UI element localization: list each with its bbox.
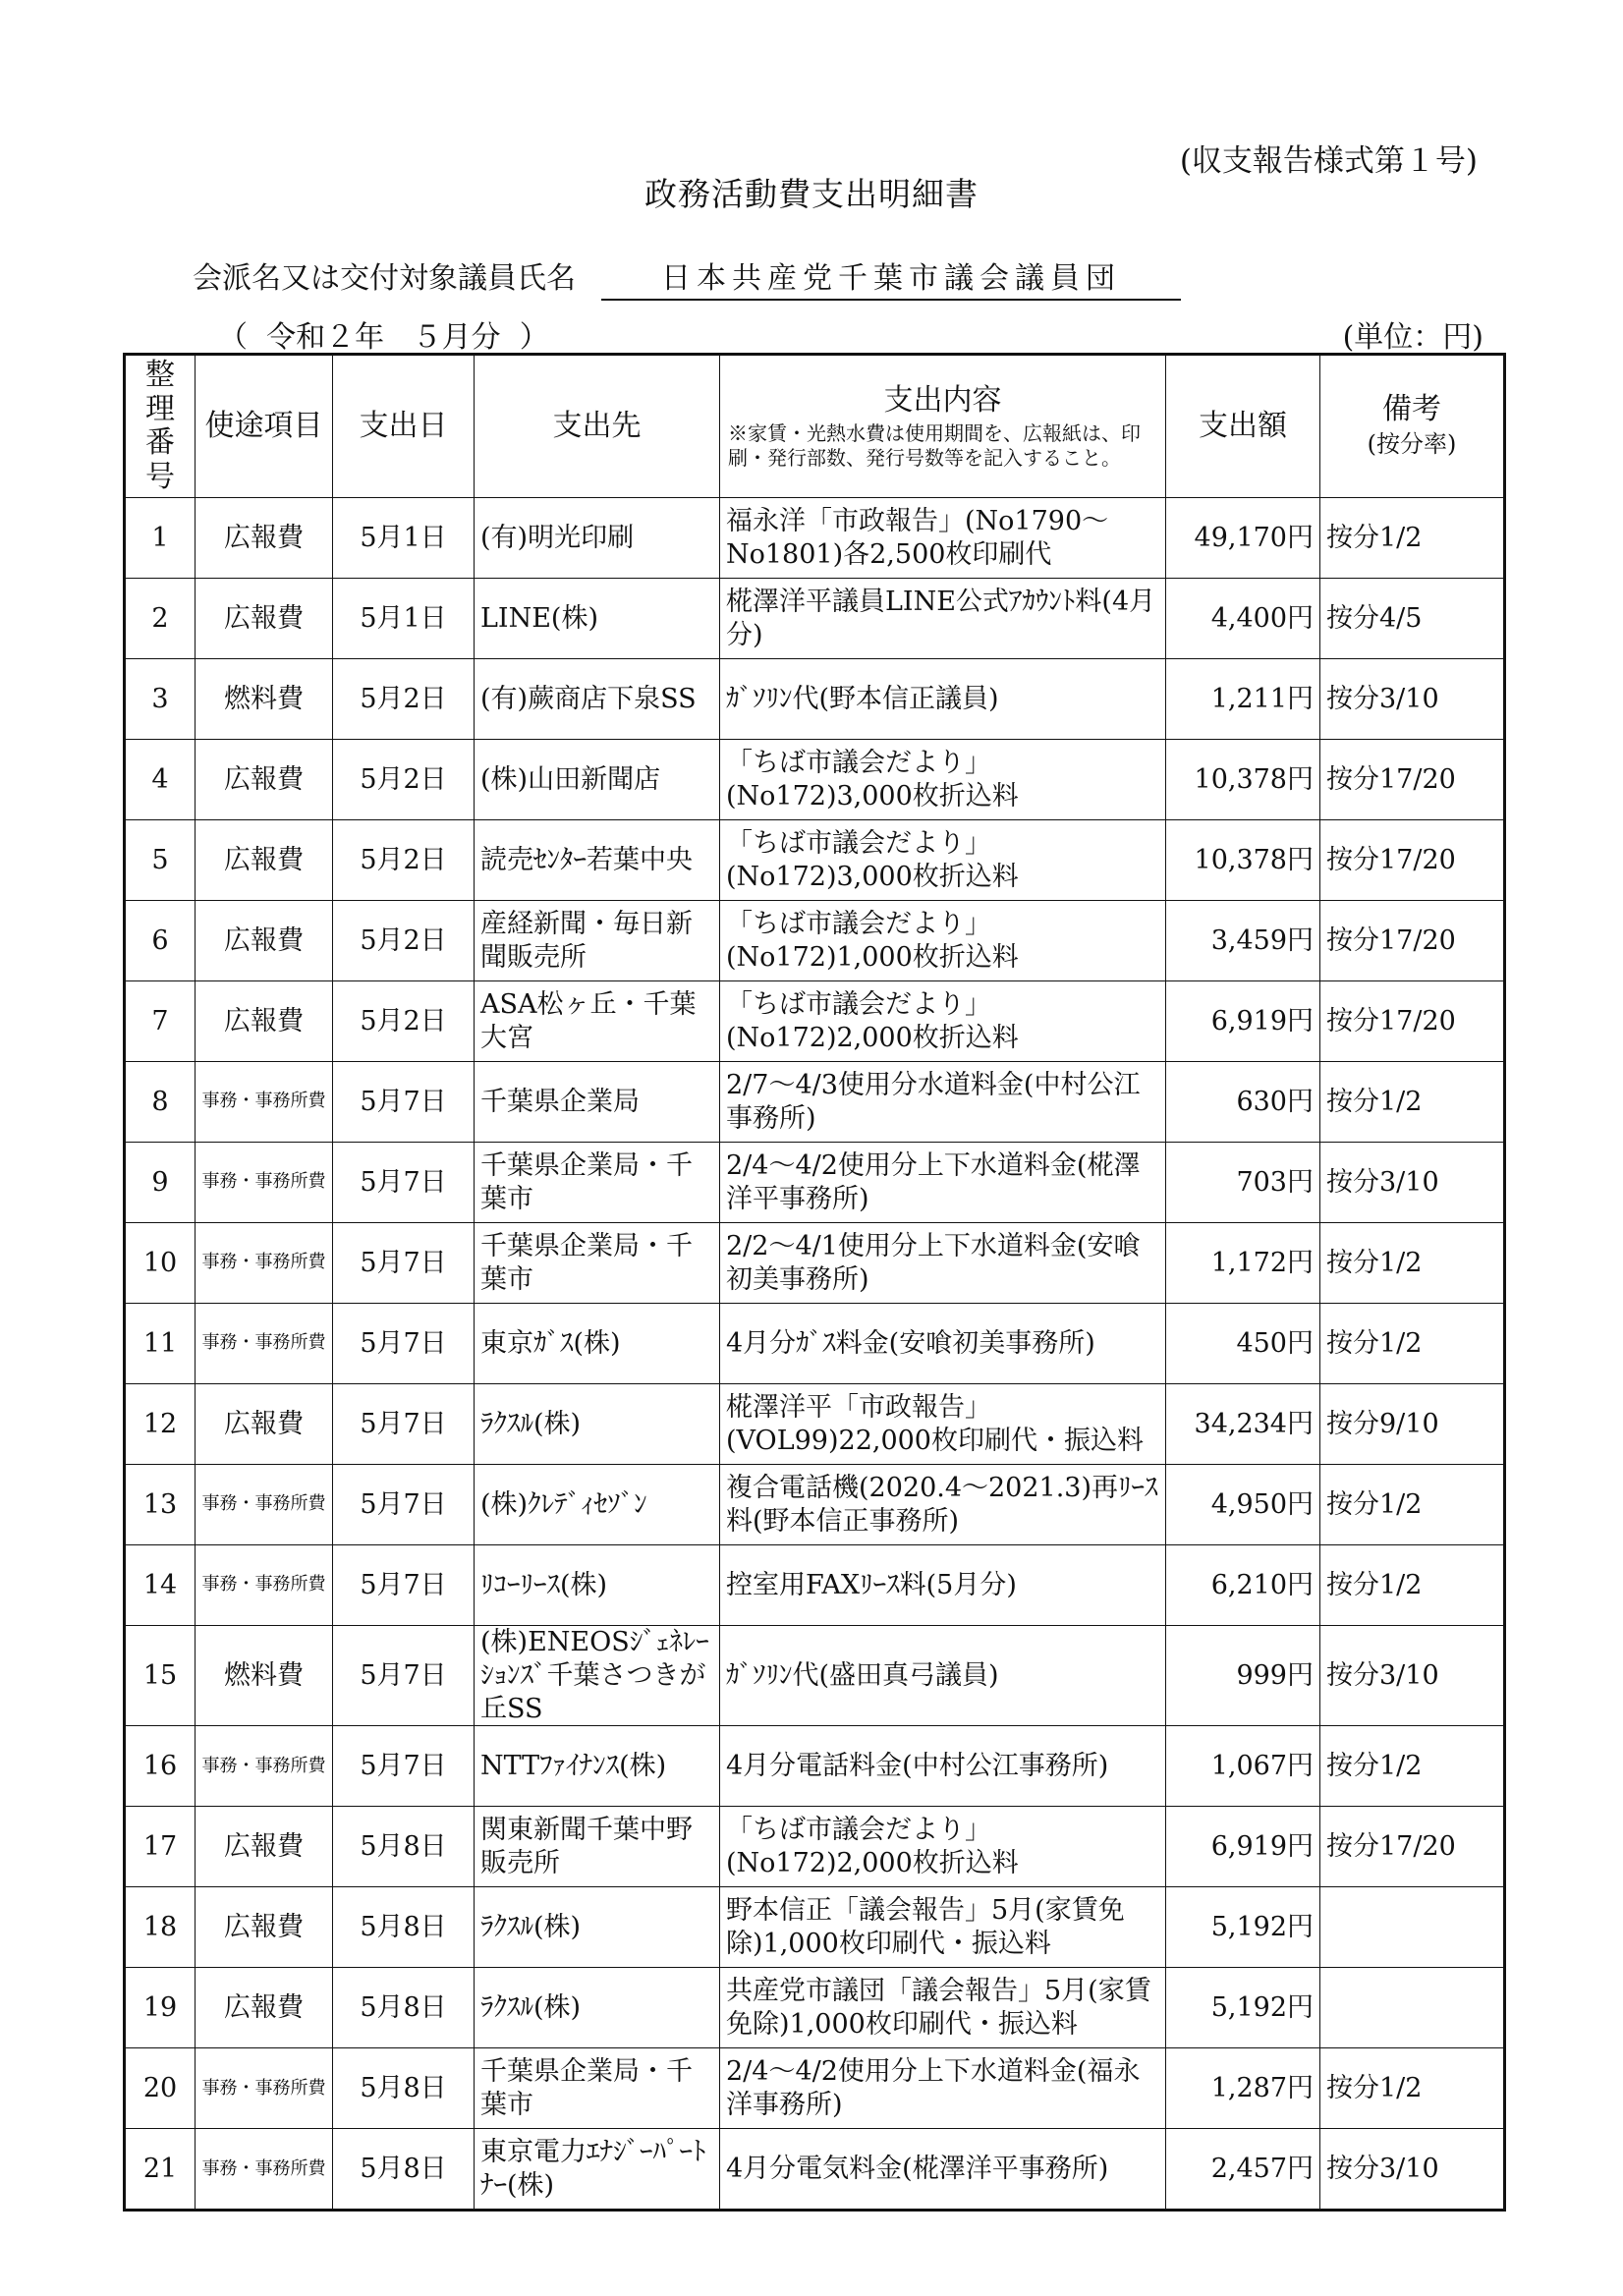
expense-date: 5月8日 — [333, 2048, 475, 2129]
allocation-note: 按分1/2 — [1320, 1465, 1505, 1545]
expense-item: 広報費 — [196, 740, 333, 820]
expense-amount: 5,192円 — [1166, 1887, 1320, 1968]
party-name: 日本共産党千葉市議会議員団 — [601, 253, 1181, 301]
payee: ASA松ヶ丘・千葉大宮 — [475, 981, 720, 1062]
payee: ﾗｸｽﾙ(株) — [475, 1887, 720, 1968]
expense-content: 椛澤洋平「市政報告」(VOL99)22,000枚印刷代・振込料 — [720, 1384, 1166, 1465]
expense-content: 野本信正「議会報告」5月(家賃免除)1,000枚印刷代・振込料 — [720, 1887, 1166, 1968]
payee: (株)ｸﾚﾃﾞｨｾｿﾞﾝ — [475, 1465, 720, 1545]
expense-amount: 3,459円 — [1166, 901, 1320, 981]
expense-content: 2/2～4/1使用分上下水道料金(安喰初美事務所) — [720, 1223, 1166, 1304]
expense-date: 5月7日 — [333, 1465, 475, 1545]
expense-date: 5月2日 — [333, 740, 475, 820]
allocation-note: 按分1/2 — [1320, 1062, 1505, 1143]
row-number: 20 — [125, 2048, 196, 2129]
payee: 千葉県企業局・千葉市 — [475, 1223, 720, 1304]
expense-content: 「ちば市議会だより」(No172)3,000枚折込料 — [720, 740, 1166, 820]
expense-amount: 10,378円 — [1166, 820, 1320, 901]
row-number: 1 — [125, 498, 196, 579]
expense-item: 広報費 — [196, 1807, 333, 1887]
expense-item: 事務・事務所費 — [196, 1465, 333, 1545]
allocation-note: 按分1/2 — [1320, 1223, 1505, 1304]
expense-content: 「ちば市議会だより」(No172)2,000枚折込料 — [720, 981, 1166, 1062]
expense-amount: 49,170円 — [1166, 498, 1320, 579]
expense-amount: 10,378円 — [1166, 740, 1320, 820]
expense-date: 5月7日 — [333, 1223, 475, 1304]
table-row — [125, 981, 1505, 1062]
table-row — [125, 1465, 1505, 1545]
expense-date: 5月1日 — [333, 498, 475, 579]
row-number: 10 — [125, 1223, 196, 1304]
row-number: 11 — [125, 1304, 196, 1384]
allocation-note — [1320, 1887, 1505, 1968]
expense-amount: 6,919円 — [1166, 981, 1320, 1062]
expense-item: 広報費 — [196, 1968, 333, 2048]
expense-amount: 999円 — [1166, 1626, 1320, 1726]
table-row — [125, 1545, 1505, 1626]
expense-amount: 6,919円 — [1166, 1807, 1320, 1887]
expense-date: 5月7日 — [333, 1626, 475, 1726]
expense-amount: 1,287円 — [1166, 2048, 1320, 2129]
payee: ﾗｸｽﾙ(株) — [475, 1384, 720, 1465]
table-row — [125, 1062, 1505, 1143]
expense-amount: 1,067円 — [1166, 1726, 1320, 1807]
header-remarks-label: 備考 — [1382, 391, 1441, 426]
row-number: 19 — [125, 1968, 196, 2048]
expense-amount: 4,950円 — [1166, 1465, 1320, 1545]
allocation-note: 按分1/2 — [1320, 2048, 1505, 2129]
payee: (有)蕨商店下泉SS — [475, 659, 720, 740]
form-number: (収支報告様式第１号) — [1179, 143, 1478, 179]
expense-date: 5月7日 — [333, 1304, 475, 1384]
party-row — [193, 253, 1181, 301]
table-row — [125, 1384, 1505, 1465]
expense-content: 2/7～4/3使用分水道料金(中村公江事務所) — [720, 1062, 1166, 1143]
payee: 産経新聞・毎日新聞販売所 — [475, 901, 720, 981]
expense-amount: 5,192円 — [1166, 1968, 1320, 2048]
row-number: 6 — [125, 901, 196, 981]
expense-content: 複合電話機(2020.4～2021.3)再ﾘｰｽ料(野本信正事務所) — [720, 1465, 1166, 1545]
expense-item: 事務・事務所費 — [196, 1726, 333, 1807]
expense-content: 共産党市議団「議会報告」5月(家賃免除)1,000枚印刷代・振込料 — [720, 1968, 1166, 2048]
allocation-note — [1320, 1968, 1505, 2048]
expense-content: 椛澤洋平議員LINE公式ｱｶｳﾝﾄ料(4月分) — [720, 579, 1166, 659]
expense-date: 5月8日 — [333, 1968, 475, 2048]
payee: LINE(株) — [475, 579, 720, 659]
expense-item: 広報費 — [196, 579, 333, 659]
header-date: 支出日 — [333, 355, 475, 498]
header-content-note: ※家賃・光熱水費は使用期間を、広報紙は、印刷・発行部数、発行号数等を記入すること。 — [728, 420, 1141, 470]
expense-content: 福永洋「市政報告」(No1790～No1801)各2,500枚印刷代 — [720, 498, 1166, 579]
expense-item: 広報費 — [196, 498, 333, 579]
row-number: 12 — [125, 1384, 196, 1465]
expense-date: 5月2日 — [333, 820, 475, 901]
payee: 関東新聞千葉中野販売所 — [475, 1807, 720, 1887]
allocation-note: 按分1/2 — [1320, 1726, 1505, 1807]
row-number: 9 — [125, 1143, 196, 1223]
payee: ﾘｺｰﾘｰｽ(株) — [475, 1545, 720, 1626]
table-row — [125, 820, 1505, 901]
payee: 千葉県企業局・千葉市 — [475, 1143, 720, 1223]
payee: (株)山田新聞店 — [475, 740, 720, 820]
row-number: 18 — [125, 1887, 196, 1968]
expense-item: 広報費 — [196, 1887, 333, 1968]
expense-item: 燃料費 — [196, 659, 333, 740]
allocation-note: 按分3/10 — [1320, 2129, 1505, 2211]
expense-date: 5月8日 — [333, 2129, 475, 2211]
expense-date: 5月8日 — [333, 1887, 475, 1968]
table-row — [125, 2048, 1505, 2129]
expense-date: 5月7日 — [333, 1384, 475, 1465]
expense-item: 広報費 — [196, 981, 333, 1062]
payee: ﾗｸｽﾙ(株) — [475, 1968, 720, 2048]
table-row — [125, 2129, 1505, 2211]
expense-date: 5月7日 — [333, 1143, 475, 1223]
expense-content: ｶﾞｿﾘﾝ代(盛田真弓議員) — [720, 1626, 1166, 1726]
expense-date: 5月2日 — [333, 659, 475, 740]
expense-date: 5月8日 — [333, 1807, 475, 1887]
allocation-note: 按分3/10 — [1320, 1143, 1505, 1223]
expense-amount: 703円 — [1166, 1143, 1320, 1223]
expense-amount: 1,172円 — [1166, 1223, 1320, 1304]
allocation-note: 按分17/20 — [1320, 740, 1505, 820]
row-number: 17 — [125, 1807, 196, 1887]
expense-date: 5月1日 — [333, 579, 475, 659]
payee: (株)ENEOSｼﾞｪﾈﾚｰｼｮﾝｽﾞ千葉さつきが丘SS — [475, 1626, 720, 1726]
table-row — [125, 1304, 1505, 1384]
header-content-label: 支出内容 — [883, 383, 1002, 419]
row-number: 3 — [125, 659, 196, 740]
expense-content: 「ちば市議会だより」(No172)1,000枚折込料 — [720, 901, 1166, 981]
allocation-note: 按分17/20 — [1320, 1807, 1505, 1887]
table-row — [125, 1726, 1505, 1807]
allocation-note: 按分17/20 — [1320, 820, 1505, 901]
table-row — [125, 740, 1505, 820]
expense-amount: 630円 — [1166, 1062, 1320, 1143]
expense-content: 「ちば市議会だより」(No172)3,000枚折込料 — [720, 820, 1166, 901]
table-header-row — [125, 355, 1505, 498]
expense-amount: 6,210円 — [1166, 1545, 1320, 1626]
header-content — [720, 355, 1166, 498]
table-row — [125, 1968, 1505, 2048]
allocation-note: 按分1/2 — [1320, 498, 1505, 579]
header-no: 整理番号 — [125, 355, 196, 498]
expense-item: 燃料費 — [196, 1626, 333, 1726]
row-number: 5 — [125, 820, 196, 901]
expense-amount: 450円 — [1166, 1304, 1320, 1384]
expense-item: 事務・事務所費 — [196, 2048, 333, 2129]
expense-amount: 2,457円 — [1166, 2129, 1320, 2211]
expense-amount: 34,234円 — [1166, 1384, 1320, 1465]
header-remarks-sub: (按分率) — [1367, 430, 1457, 458]
expense-item: 事務・事務所費 — [196, 1545, 333, 1626]
expense-item: 広報費 — [196, 820, 333, 901]
table-row — [125, 1223, 1505, 1304]
payee: 千葉県企業局 — [475, 1062, 720, 1143]
payee: 読売ｾﾝﾀｰ若葉中央 — [475, 820, 720, 901]
report-period: （ 令和２年 ５月分 ） — [218, 320, 549, 355]
expense-amount: 1,211円 — [1166, 659, 1320, 740]
expense-date: 5月2日 — [333, 981, 475, 1062]
table-row — [125, 579, 1505, 659]
payee: (有)明光印刷 — [475, 498, 720, 579]
table-row — [125, 1143, 1505, 1223]
expense-item: 広報費 — [196, 901, 333, 981]
payee: 東京電力ｴﾅｼﾞｰﾊﾟｰﾄﾅｰ(株) — [475, 2129, 720, 2211]
row-number: 16 — [125, 1726, 196, 1807]
allocation-note: 按分17/20 — [1320, 901, 1505, 981]
row-number: 2 — [125, 579, 196, 659]
payee: NTTﾌｧｲﾅﾝｽ(株) — [475, 1726, 720, 1807]
header-payee: 支出先 — [475, 355, 720, 498]
allocation-note: 按分1/2 — [1320, 1304, 1505, 1384]
expense-amount: 4,400円 — [1166, 579, 1320, 659]
row-number: 21 — [125, 2129, 196, 2211]
expense-item: 事務・事務所費 — [196, 1062, 333, 1143]
header-item: 使途項目 — [196, 355, 333, 498]
allocation-note: 按分4/5 — [1320, 579, 1505, 659]
expense-item: 事務・事務所費 — [196, 1304, 333, 1384]
row-number: 4 — [125, 740, 196, 820]
expense-table — [123, 353, 1506, 2212]
table-row — [125, 659, 1505, 740]
expense-content: 控室用FAXﾘｰｽ料(5月分) — [720, 1545, 1166, 1626]
expense-content: 2/4～4/2使用分上下水道料金(椛澤洋平事務所) — [720, 1143, 1166, 1223]
expense-item: 事務・事務所費 — [196, 1143, 333, 1223]
table-row — [125, 901, 1505, 981]
expense-date: 5月7日 — [333, 1062, 475, 1143]
table-row — [125, 498, 1505, 579]
allocation-note: 按分3/10 — [1320, 659, 1505, 740]
allocation-note: 按分17/20 — [1320, 981, 1505, 1062]
expense-content: 4月分電話料金(中村公江事務所) — [720, 1726, 1166, 1807]
allocation-note: 按分1/2 — [1320, 1545, 1505, 1626]
expense-date: 5月7日 — [333, 1726, 475, 1807]
row-number: 8 — [125, 1062, 196, 1143]
allocation-note: 按分3/10 — [1320, 1626, 1505, 1726]
expense-content: ｶﾞｿﾘﾝ代(野本信正議員) — [720, 659, 1166, 740]
row-number: 14 — [125, 1545, 196, 1626]
expense-date: 5月7日 — [333, 1545, 475, 1626]
expense-content: 2/4～4/2使用分上下水道料金(福永洋事務所) — [720, 2048, 1166, 2129]
unit-label: (単位：円) — [1342, 320, 1483, 355]
expense-item: 事務・事務所費 — [196, 1223, 333, 1304]
row-number: 13 — [125, 1465, 196, 1545]
table-row — [125, 1626, 1505, 1726]
header-amount: 支出額 — [1166, 355, 1320, 498]
expense-content: 「ちば市議会だより」(No172)2,000枚折込料 — [720, 1807, 1166, 1887]
row-number: 15 — [125, 1626, 196, 1726]
expense-content: 4月分ｶﾞｽ料金(安喰初美事務所) — [720, 1304, 1166, 1384]
page-title: 政務活動費支出明細書 — [644, 175, 979, 213]
table-row — [125, 1887, 1505, 1968]
header-remarks — [1320, 355, 1505, 498]
party-label: 会派名又は交付対象議員氏名 — [193, 261, 576, 296]
payee: 東京ｶﾞｽ(株) — [475, 1304, 720, 1384]
table-row — [125, 1807, 1505, 1887]
expense-item: 広報費 — [196, 1384, 333, 1465]
payee: 千葉県企業局・千葉市 — [475, 2048, 720, 2129]
table-body — [125, 498, 1505, 2211]
row-number: 7 — [125, 981, 196, 1062]
expense-item: 事務・事務所費 — [196, 2129, 333, 2211]
expense-content: 4月分電気料金(椛澤洋平事務所) — [720, 2129, 1166, 2211]
allocation-note: 按分9/10 — [1320, 1384, 1505, 1465]
expense-date: 5月2日 — [333, 901, 475, 981]
